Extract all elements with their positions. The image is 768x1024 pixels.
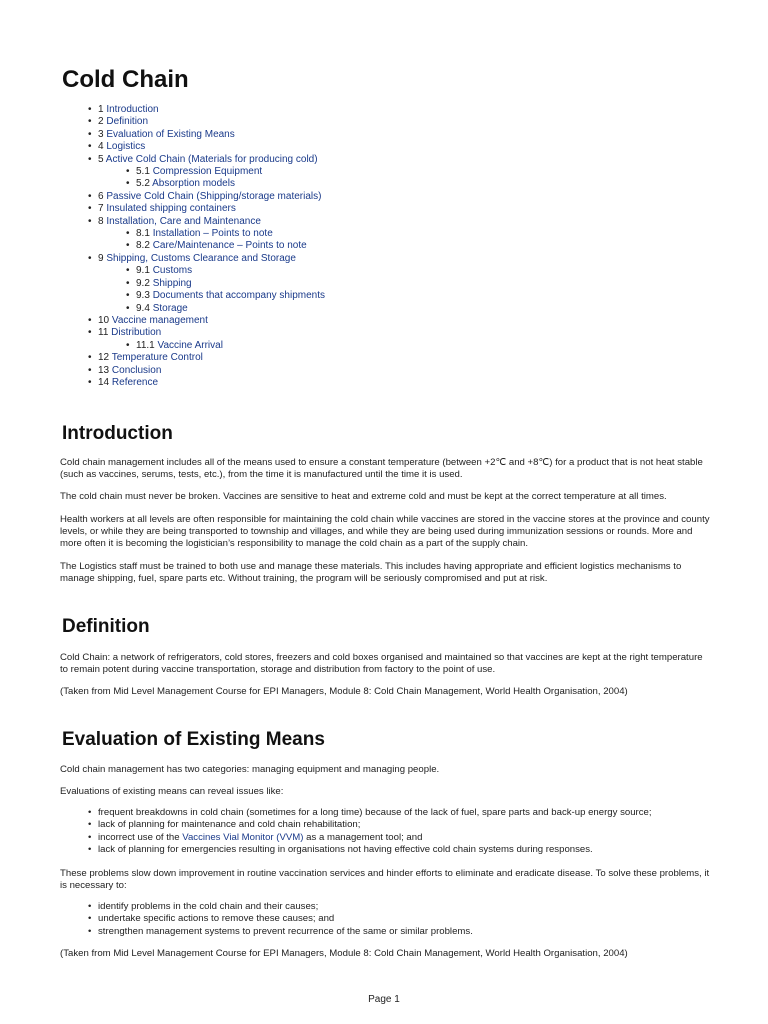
- toc-link[interactable]: Active Cold Chain (Materials for producing cold): [105, 153, 318, 165]
- page-title: Cold Chain: [62, 66, 189, 93]
- toc-number: 9.4: [136, 302, 150, 314]
- toc-item: [60, 154, 325, 166]
- toc-number: 8.1: [136, 228, 150, 240]
- intro-paragraph-4: The Logistics staff must be trained to both use and manage these materials. This includes having appropriate and efficient logistics mechanisms to manage shipping, fuel, spare parts etc. Without training, the program will be seriously compromised and put at risk.: [60, 561, 682, 584]
- list-item: • lack of planning for maintenance and cold chain rehabilitation;: [60, 819, 710, 831]
- toc-link[interactable]: Definition: [106, 116, 149, 128]
- list-item: • lack of planning for emergencies resulting in organisations not having effective cold chain systems during responses.: [60, 844, 710, 856]
- toc-number: 14: [98, 376, 110, 388]
- toc-item: [60, 340, 325, 352]
- toc-number: 9: [98, 252, 104, 264]
- toc-link[interactable]: Installation – Points to note: [152, 228, 273, 240]
- toc-item: [60, 216, 325, 228]
- toc-number: 5.2: [136, 178, 150, 190]
- list-item: • identify problems in the cold chain and their causes;: [60, 901, 710, 913]
- toc-number: 9.1: [136, 265, 150, 277]
- toc-link[interactable]: Installation, Care and Maintenance: [106, 215, 261, 227]
- toc-number: 9.2: [136, 277, 150, 289]
- toc-link[interactable]: Care/Maintenance – Points to note: [152, 240, 307, 252]
- toc-number: 1: [98, 104, 104, 115]
- toc-item: [60, 278, 325, 290]
- heading-introduction: Introduction: [62, 423, 173, 444]
- toc-number: 6: [98, 190, 104, 202]
- toc-link[interactable]: Logistics: [106, 141, 146, 153]
- page-number: Page 1: [368, 994, 400, 1005]
- toc-item: [60, 228, 325, 240]
- evaluation-paragraph-3: These problems slow down improvement in routine vaccination services and hinder efforts to eliminate and eradicate disease. To solve these problems, it is necessary to:: [60, 868, 710, 891]
- toc-number: 5: [98, 153, 104, 165]
- toc-item: [60, 178, 325, 190]
- toc-link[interactable]: Reference: [111, 376, 159, 388]
- toc-link[interactable]: Storage: [152, 302, 188, 314]
- toc-item: [60, 265, 325, 277]
- solutions-list: [60, 901, 710, 938]
- issues-list: [60, 807, 710, 857]
- heading-evaluation: Evaluation of Existing Means: [62, 729, 325, 750]
- heading-definition: Definition: [62, 616, 150, 637]
- toc-number: 8: [98, 215, 104, 227]
- toc-number: 7: [98, 203, 104, 215]
- toc-item: [60, 141, 325, 153]
- definition-citation: (Taken from Mid Level Management Course for EPI Managers, Module 8: Cold Chain Management, World Health Organisation, 2004): [60, 686, 628, 697]
- toc-item: [60, 290, 325, 302]
- toc-link[interactable]: Vaccine management: [111, 314, 208, 326]
- toc-number: 11: [98, 327, 109, 339]
- toc-item: [60, 191, 325, 203]
- toc-link[interactable]: Conclusion: [111, 364, 162, 376]
- toc-link[interactable]: Customs: [152, 265, 193, 277]
- toc-item: [60, 104, 325, 116]
- toc-item: [60, 377, 325, 389]
- toc-item: [60, 253, 325, 265]
- definition-paragraph-1: Cold Chain: a network of refrigerators, cold stores, freezers and cold boxes organised and maintained so that vaccines are kept at the right temperature to remain potent during vaccine transportation, storage and distribution from factory to the point of use.: [60, 652, 703, 675]
- toc-link[interactable]: Absorption models: [152, 178, 235, 190]
- toc-link[interactable]: Shipping, Customs Clearance and Storage: [106, 252, 296, 264]
- intro-paragraph-2: The cold chain must never be broken. Vaccines are sensitive to heat and extreme cold and must be kept at the correct temperature at all times.: [60, 491, 667, 502]
- toc-number: 12: [98, 352, 110, 364]
- vvm-link[interactable]: Vaccines Vial Monitor (VVM): [182, 831, 304, 843]
- toc-item: [60, 303, 325, 315]
- toc-link[interactable]: Introduction: [106, 104, 159, 115]
- toc-item: [60, 315, 325, 327]
- toc-item: [60, 129, 325, 141]
- toc-number: 13: [98, 364, 110, 376]
- list-item: • frequent breakdowns in cold chain (sometimes for a long time) because of the lack of fuel, spare parts and back-up energy source;: [60, 807, 710, 819]
- toc-link[interactable]: Evaluation of Existing Means: [106, 128, 235, 140]
- toc-link[interactable]: Vaccine Arrival: [157, 339, 223, 351]
- toc-item: [60, 365, 325, 377]
- toc-item: [60, 352, 325, 364]
- toc-link[interactable]: Compression Equipment: [152, 166, 263, 178]
- list-item: • strengthen management systems to prevent recurrence of the same or similar problems.: [60, 926, 710, 938]
- toc-number: 3: [98, 128, 104, 140]
- evaluation-paragraph-2: Evaluations of existing means can reveal issues like:: [60, 786, 284, 797]
- intro-paragraph-1: Cold chain management includes all of the means used to ensure a constant temperature (between +2℃ and +8℃) for a product that is not heat stable (such as vaccines, serums, tests, etc.), from the time it is manufactured until the time it is used.: [60, 457, 703, 480]
- toc-item: [60, 203, 325, 215]
- toc-link[interactable]: Distribution: [111, 327, 162, 339]
- toc-number: 9.3: [136, 290, 150, 302]
- toc-link[interactable]: Temperature Control: [111, 352, 203, 364]
- toc-link[interactable]: Shipping: [152, 277, 192, 289]
- toc-item: [60, 166, 325, 178]
- toc-item: [60, 116, 325, 128]
- toc-link[interactable]: Insulated shipping containers: [106, 203, 236, 215]
- toc-number: 2: [98, 116, 104, 128]
- intro-paragraph-3: Health workers at all levels are often responsible for maintaining the cold chain while vaccines are stored in the vaccine stores at the province and county levels, or while they are being transported to township and villages, and while they are being used during immunization sessions or rounds. More and more often it is becoming the logistician’s responsibility to manage the cold chain as a part of the supply chain.: [60, 514, 710, 549]
- list-item: • incorrect use of the Vaccines Vial Monitor (VVM) as a management tool; and: [60, 832, 710, 844]
- evaluation-citation: (Taken from Mid Level Management Course for EPI Managers, Module 8: Cold Chain Management, World Health Organisation, 2004): [60, 948, 628, 959]
- toc-link[interactable]: Passive Cold Chain (Shipping/storage materials): [106, 190, 322, 202]
- toc-number: 11.1: [136, 339, 155, 351]
- toc-item: [60, 240, 325, 252]
- toc-item: [60, 327, 325, 339]
- toc-link[interactable]: Documents that accompany shipments: [152, 290, 325, 302]
- table-of-contents: [60, 104, 325, 389]
- toc-number: 10: [98, 314, 110, 326]
- list-item: • undertake specific actions to remove these causes; and: [60, 913, 710, 925]
- toc-number: 5.1: [136, 166, 150, 178]
- evaluation-paragraph-1: Cold chain management has two categories: managing equipment and managing people.: [60, 764, 440, 775]
- toc-number: 8.2: [136, 240, 150, 252]
- toc-number: 4: [98, 141, 104, 153]
